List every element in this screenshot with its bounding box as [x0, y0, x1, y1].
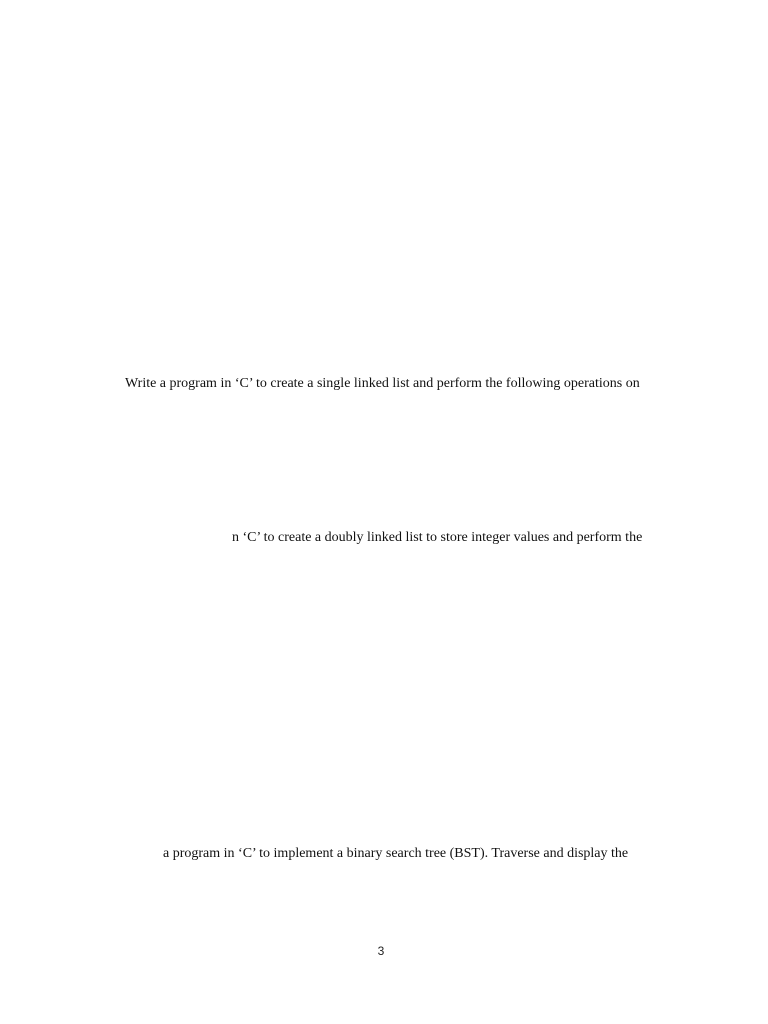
page-number: 3: [377, 944, 385, 958]
text-line-binary-search-tree: a program in ‘C’ to implement a binary search tree (BST). Traverse and display the: [163, 846, 629, 861]
text-line-doubly-linked-list: n ‘C’ to create a doubly linked list to store integer values and perform the: [232, 530, 643, 545]
text-line-linked-list: Write a program in ‘C’ to create a single linked list and perform the following operations on: [125, 376, 640, 391]
